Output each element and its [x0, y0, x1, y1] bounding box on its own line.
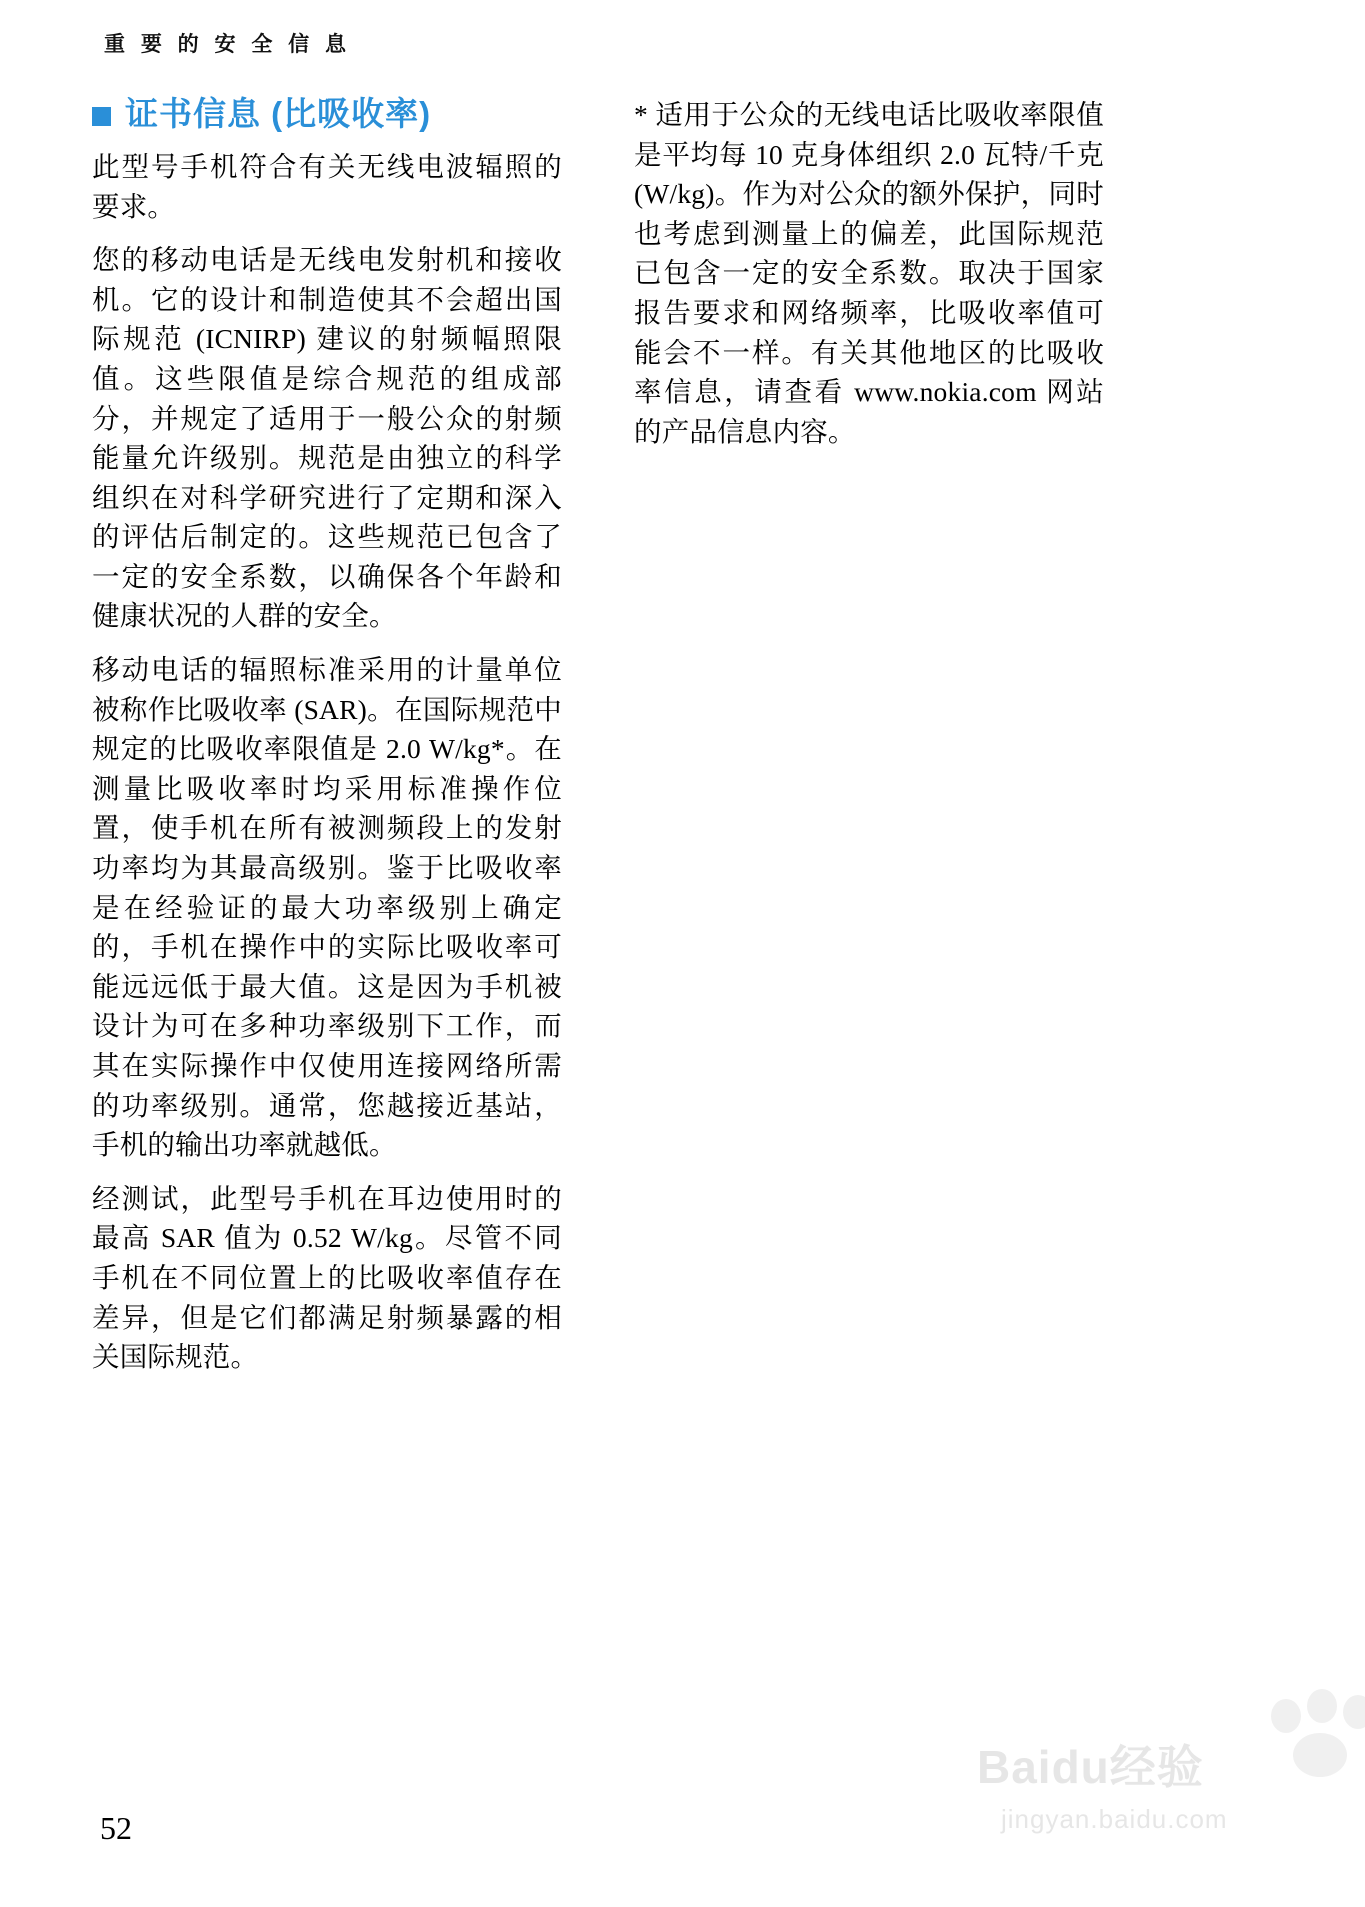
paragraph: 经测试，此型号手机在耳边使用时的最高 SAR 值为 0.52 W/kg。尽管不同手机在不同位置上的比吸收率值存在差异，但是它们都满足射频暴露的相关国际规范。 — [92, 1182, 562, 1373]
watermark-brand: Baidu经验 — [977, 1741, 1204, 1793]
watermark-url: jingyan.baidu.com — [1001, 1804, 1228, 1834]
section-heading-text: 证书信息 (比吸收率) — [125, 95, 432, 132]
paragraph: 此型号手机符合有关无线电波辐照的要求。 — [92, 150, 562, 222]
paragraph: 您的移动电话是无线电发射机和接收机。它的设计和制造使其不会超出国际规范 (ICNIRP) 建议的射频幅照限值。这些限值是综合规范的组成部分，并规定了适用于一般公众的射频能量允许级别。规范是由独立的科学组织在对科学研究进行了定期和深入的评估后制定的。这些规范已包含了一定的安全系数，以确保各个年龄和健康状况的人群的安全。 — [92, 244, 562, 632]
left-column — [92, 95, 562, 1391]
footnote-paragraph: * 适用于公众的无线电话比吸收率限值是平均每 10 克身体组织 2.0 瓦特/千克 (W/kg)。作为对公众的额外保护，同时也考虑到测量上的偏差，此国际规范已包含一定的安全系数。取决于国家报告要求和网络频率，比吸收率值可能会不一样。有关其他地区的比吸收率信息，请查看 www.nokia.com 网站的产品信息内容。 — [634, 99, 1104, 447]
square-bullet-icon — [92, 107, 111, 126]
paragraph: 移动电话的辐照标准采用的计量单位被称作比吸收率 (SAR)。在国际规范中规定的比吸收率限值是 2.0 W/kg*。在测量比吸收率时均采用标准操作位置，使手机在所有被测频段上的发射功率均为其最高级别。鉴于比吸收率是在经验证的最大功率级别上确定的，手机在操作中的实际比吸收率可能远远低于最大值。这是因为手机被设计为可在多种功率级别下工作，而其在实际操作中仅使用连接网络所需的功率级别。通常，您越接近基站，手机的输出功率就越低。 — [92, 654, 562, 1161]
page-number: 52 — [100, 1810, 132, 1846]
section-heading — [92, 95, 562, 133]
two-column-body — [92, 95, 1272, 1391]
watermark — [977, 1689, 1317, 1839]
running-head: 重 要 的 安 全 信 息 — [104, 33, 352, 56]
right-column — [634, 95, 1104, 1391]
